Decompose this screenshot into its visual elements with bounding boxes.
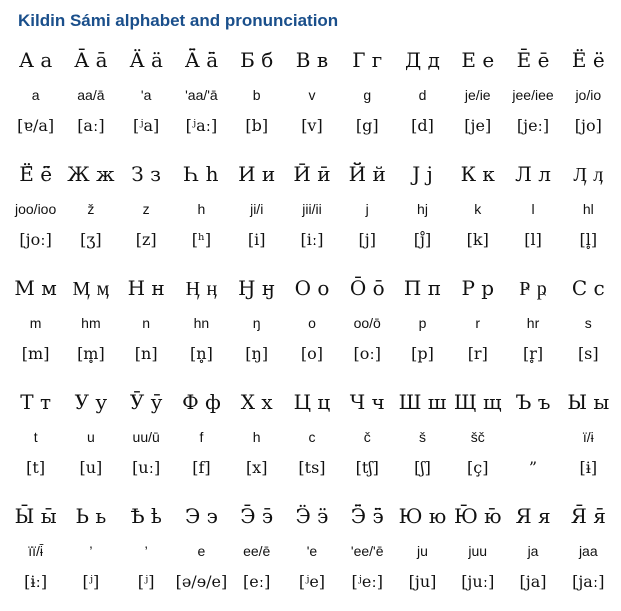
ipa-cell: [je] [464,116,492,135]
ipa-cell: [i] [247,230,266,249]
ipa-cell: [joː] [19,230,52,249]
letter-cell: Ы ы [567,390,610,414]
ipa-cell: [z] [135,230,157,249]
romanization-cell: hm [81,315,101,331]
letter-cell: Ӯ ӯ [129,390,163,414]
ipa-cell: [ʲ] [82,572,100,591]
letter-cell: А̄ а̄ [74,48,108,72]
romanization-cell: g [363,87,372,103]
romanization-cell: ŋ [252,315,261,331]
ipa-cell: [m] [21,344,50,363]
romanization-cell: joo/ioo [15,201,57,217]
letter-cell: О о [294,276,330,300]
letter-cell: Һ һ [184,162,219,186]
romanization-cell: o [308,315,316,331]
romanization-cell: e [197,543,206,559]
letter-row [8,382,616,422]
romanization-cell: hl [582,201,594,217]
romanization-cell: n [142,315,151,331]
letter-cell: А̄̈ а̄̈ [184,48,219,72]
romanization-cell: ž [87,201,95,217]
letter-cell: Ӆ ӆ [573,162,604,186]
letter-cell: М м [14,276,57,300]
ipa-cell: [t] [26,458,46,477]
ipa-cell: [o] [300,344,324,363]
romanization-cell: h [252,429,261,445]
ipa-cell: [jaː] [572,572,605,591]
romanization-cell: č [363,429,371,445]
romanization-cell: jo/io [575,87,602,103]
letter-cell: Ӎ ӎ [72,276,110,300]
letter-cell: Е е [461,48,495,72]
letter-row [8,268,616,308]
letter-cell: Г г [352,48,383,72]
romanization-cell: z [142,201,150,217]
letter-cell: Н н [127,276,165,300]
ipa-cell: [jo] [574,116,602,135]
ipa-cell: [l̥] [579,230,598,249]
romanization-cell: aa/ā [77,87,105,103]
ipa-cell: [iː] [300,230,324,249]
ipa-cell: [v] [301,116,323,135]
romanization-cell: oo/ō [353,315,381,331]
ipa-cell: [ə/ɘ/e] [175,572,228,591]
ipa-cell: [u] [79,458,103,477]
ipa-cell: [ŋ] [245,344,269,363]
letter-cell: Е̄ ē [516,48,550,72]
romanization-cell: ee/ē [243,543,271,559]
letter-cell: Й й [348,162,386,186]
romanization-row [8,80,616,110]
ipa-cell: [ɐ/a] [17,116,55,135]
ipa-cell: [tʃ] [355,458,379,477]
romanization-cell [505,422,560,452]
romanization-cell: m [29,315,42,331]
ipa-cell: [f] [192,458,211,477]
letter-cell: Ӓ ӓ [129,48,163,72]
letter-row [8,154,616,194]
letter-cell: Ы̄ ы̄ [14,504,57,528]
romanization-row [8,422,616,452]
ipa-cell: [ʲaː] [185,116,218,135]
alphabet-group-5 [8,496,616,610]
ipa-cell: [n] [134,344,158,363]
letter-cell: Ӣ ӣ [293,162,331,186]
ipa-cell: [d] [411,116,434,135]
letter-cell: Ц ц [293,390,331,414]
ipa-row [8,338,616,370]
letter-cell: Р р [461,276,495,300]
ipa-cell: [aː] [77,116,105,135]
letter-cell: Ш ш [398,390,447,414]
alphabet-table [8,40,616,610]
ipa-cell: [ja] [519,572,547,591]
romanization-cell: hn [193,315,210,331]
ipa-cell: [p] [411,344,434,363]
romanization-cell: hr [526,315,540,331]
letter-cell: К к [460,162,495,186]
letter-cell: А а [18,48,53,72]
letter-cell: С с [571,276,605,300]
romanization-cell: juu [468,543,488,559]
letter-cell: Б б [240,48,274,72]
letter-cell: Э э [184,504,218,528]
romanization-cell: je/ie [464,87,491,103]
letter-cell: Ю̄ ю̄ [453,504,502,528]
letter-cell: Ё ё [571,48,605,72]
ipa-cell: [ɨː] [24,572,48,591]
alphabet-group-1 [8,40,616,154]
romanization-cell: hj [417,201,428,217]
letter-cell: Я̄ я̄ [570,504,606,528]
ipa-cell: [l] [524,230,542,249]
letter-cell: В в [295,48,329,72]
ipa-cell: [ʃ] [414,458,431,477]
ipa-cell: [ʲeː] [351,572,384,591]
letter-cell: З з [131,162,162,186]
ipa-cell: [ʲa] [133,116,160,135]
romanization-cell: r [475,315,481,331]
romanization-cell: v [308,87,316,103]
letter-cell: Ь ь [75,504,107,528]
ipa-cell: [jeː] [516,116,550,135]
ipa-cell: [m̥] [77,344,105,363]
letter-cell: Ё̄ ё̄ [19,162,53,186]
letter-cell: У у [74,390,108,414]
romanization-cell: ’ [89,543,93,559]
alphabet-group-2 [8,154,616,268]
letter-cell: Л л [515,162,551,186]
ipa-row [8,110,616,142]
ipa-cell: [ju] [408,572,437,591]
ipa-cell: [eː] [243,572,271,591]
ipa-row [8,566,616,598]
letter-cell: Ю ю [398,504,447,528]
romanization-cell: ju [417,543,428,559]
romanization-cell: ï/ɨ [582,429,594,445]
romanization-cell: j [365,201,369,217]
letter-cell: Э̄̈ э̄̈ [350,504,384,528]
romanization-row [8,308,616,338]
letter-cell: Щ щ [453,390,502,414]
romanization-cell: t [33,429,38,445]
romanization-cell: a [31,87,40,103]
romanization-cell: 'ee/'ē [350,543,384,559]
letter-cell: Ӈ ӈ [238,276,276,300]
romanization-cell: h [197,201,206,217]
romanization-cell: p [418,315,427,331]
letter-cell: Ф ф [182,390,221,414]
romanization-cell: d [418,87,427,103]
romanization-cell: u [87,429,95,445]
ipa-cell: [uː] [132,458,161,477]
letter-cell: Д д [405,48,440,72]
romanization-cell: k [474,201,482,217]
ipa-cell: [n̥] [190,344,213,363]
ipa-cell: [k] [466,230,489,249]
alphabet-group-4 [8,382,616,496]
letter-cell: Э̄ э̄ [240,504,274,528]
ipa-cell: [s] [577,344,599,363]
romanization-cell: 'a [140,87,152,103]
ipa-cell: [juː] [461,572,495,591]
romanization-cell: jaa [578,543,598,559]
letter-cell: Т т [20,390,52,414]
ipa-cell: [b] [245,116,269,135]
romanization-cell: b [252,87,261,103]
letter-cell: Х х [240,390,273,414]
romanization-row [8,536,616,566]
ipa-cell: [r̥] [522,344,544,363]
letter-cell: Ч ч [349,390,385,414]
ipa-cell: [r] [467,344,488,363]
romanization-cell: ïï/ɨ̄ [28,543,44,559]
romanization-cell: š [418,429,426,445]
letter-cell: Ж ж [67,162,115,186]
ipa-cell: [oː] [353,344,381,363]
ipa-cell: [ç] [467,458,489,477]
ipa-cell: [g] [355,116,379,135]
romanization-cell: f [199,429,204,445]
letter-row [8,40,616,80]
ipa-cell: ” [528,458,538,477]
ipa-cell: [ʰ] [191,230,212,249]
romanization-cell: 'e [306,543,318,559]
letter-cell: Ҏ ҏ [519,276,547,300]
romanization-cell: ja [527,543,539,559]
ipa-cell: [ʲe] [298,572,326,591]
ipa-cell: [ʲ] [137,572,155,591]
romanization-cell: ’ [144,543,148,559]
letter-cell: Ј ј [412,162,433,186]
letter-cell: Ӊ ӊ [185,276,218,300]
letter-cell: О̄ о̄ [349,276,385,300]
ipa-cell: [j̊] [413,230,432,249]
romanization-cell: 'aa/'ā [185,87,218,103]
romanization-cell: s [584,315,592,331]
romanization-cell: c [308,429,316,445]
romanization-cell: ji/i [250,201,264,217]
romanization-cell: jee/iee [512,87,554,103]
romanization-cell: uu/ū [132,429,160,445]
letter-cell: Ӭ ӭ [295,504,329,528]
letter-cell: П п [403,276,442,300]
ipa-row [8,452,616,484]
alphabet-group-3 [8,268,616,382]
romanization-cell: jii/ii [302,201,322,217]
ipa-cell: [ɨ] [579,458,598,477]
ipa-cell: [ʒ] [80,230,102,249]
ipa-cell: [x] [245,458,268,477]
romanization-cell: šč [470,429,485,445]
letter-row [8,496,616,536]
romanization-cell: l [531,201,535,217]
letter-cell: И и [238,162,276,186]
ipa-cell: [j] [358,230,376,249]
page-title: Kildin Sámi alphabet and pronunciation [18,11,339,30]
letter-cell: Ъ ъ [515,390,551,414]
letter-cell: Я я [515,504,551,528]
romanization-row [8,194,616,224]
ipa-cell: [ts] [298,458,326,477]
ipa-row [8,224,616,256]
letter-cell: Ҍ ҍ [130,504,162,528]
